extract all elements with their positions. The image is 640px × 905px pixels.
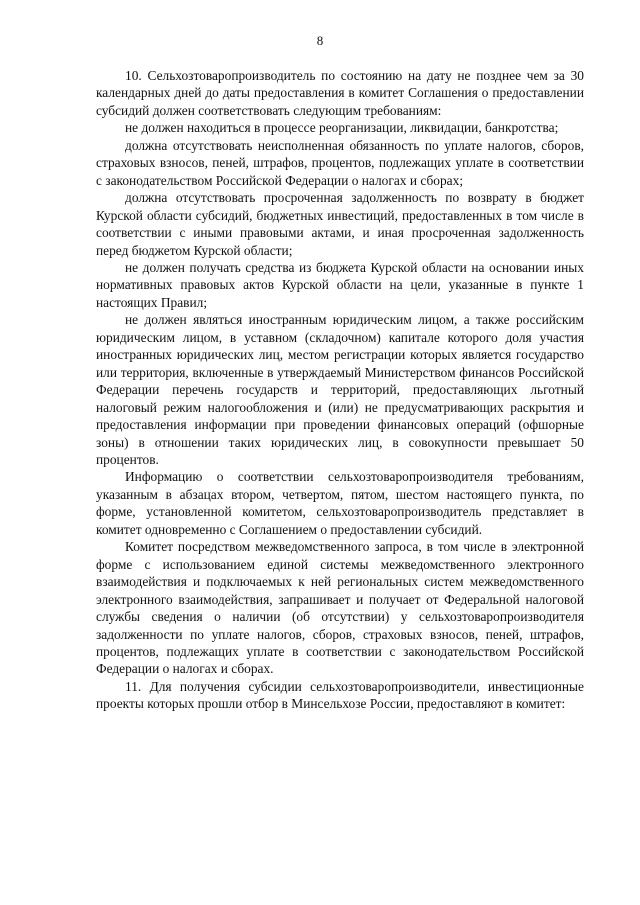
paragraph-interagency-request: Комитет посредством межведомственного запроса, в том числе в электронной форме с использованием единой системы межведомственного электронного взаимодействия и подключаемых к ней региональных систем межведомственного электронного взаимодействия, запрашивает и получает от Федеральной налоговой службы сведения о наличии (об отсутствии) у сельхозтоваропроизводителя задолженности по уплате налогов, сборов, страховых взносов, пеней, штрафов, процентов, подлежащих уплате в соответствии с законодательством Российской Федерации о налогах и сборах.	[96, 539, 584, 677]
paragraph-no-other-funds: не должен получать средства из бюджета Курской области на основании иных нормативных правовых актов Курской области на цели, указанные в пункте 1 настоящих Правил;	[96, 259, 584, 310]
paragraph-no-foreign-entity: не должен являться иностранным юридическим лицом, а также российским юридическим лицом, в уставном (складочном) капитале которого доля участия иностранных юридических лиц, местом регистрации которых является государство или территория, включенные в утверждаемый Министерством финансов Российской Федерации перечень государств и территорий, предоставляющих льготный налоговый режим налогообложения и (или) не предусматривающих раскрытия и предоставления информации при проведении финансовых операций (офшорные зоны) в отношении таких юридических лиц, в совокупности превышает 50 процентов.	[96, 312, 584, 467]
paragraph-no-tax-debt: должна отсутствовать неисполненная обязанность по уплате налогов, сборов, страховых взносов, пеней, штрафов, процентов, подлежащих уплате в соответствии с законодательством Российской Федерации о налогах и сборах;	[96, 137, 584, 188]
paragraph-compliance-info: Информацию о соответствии сельхозтоваропроизводителя требованиям, указанным в абзацах втором, четвертом, пятом, шестом настоящего пункта, по форме, установленной комитетом, сельхозтоваропроизводитель представляет в комитет одновременно с Соглашением о предоставлении субсидий.	[96, 469, 584, 537]
document-body	[96, 67, 584, 713]
paragraph-no-bankruptcy: не должен находиться в процессе реорганизации, ликвидации, банкротства;	[125, 120, 559, 136]
paragraph-no-budget-debt: должна отсутствовать просроченная задолженность по возврату в бюджет Курской области субсидий, бюджетных инвестиций, предоставленных в том числе в соответствии с иными правовыми актами, и иная просроченная задолженность перед бюджетом Курской области;	[96, 190, 584, 258]
paragraph-clause-10-intro: 10. Сельхозтоваропроизводитель по состоянию на дату не позднее чем за 30 календарных дней до даты предоставления в комитет Соглашения о предоставлении субсидий должен соответствовать следующим требованиям:	[96, 68, 584, 118]
page-number: 8	[316, 33, 324, 48]
paragraph-clause-11-intro: 11. Для получения субсидии сельхозтоваропроизводители, инвестиционные проекты которых прошли отбор в Минсельхозе России, предоставляют в комитет:	[96, 678, 584, 712]
